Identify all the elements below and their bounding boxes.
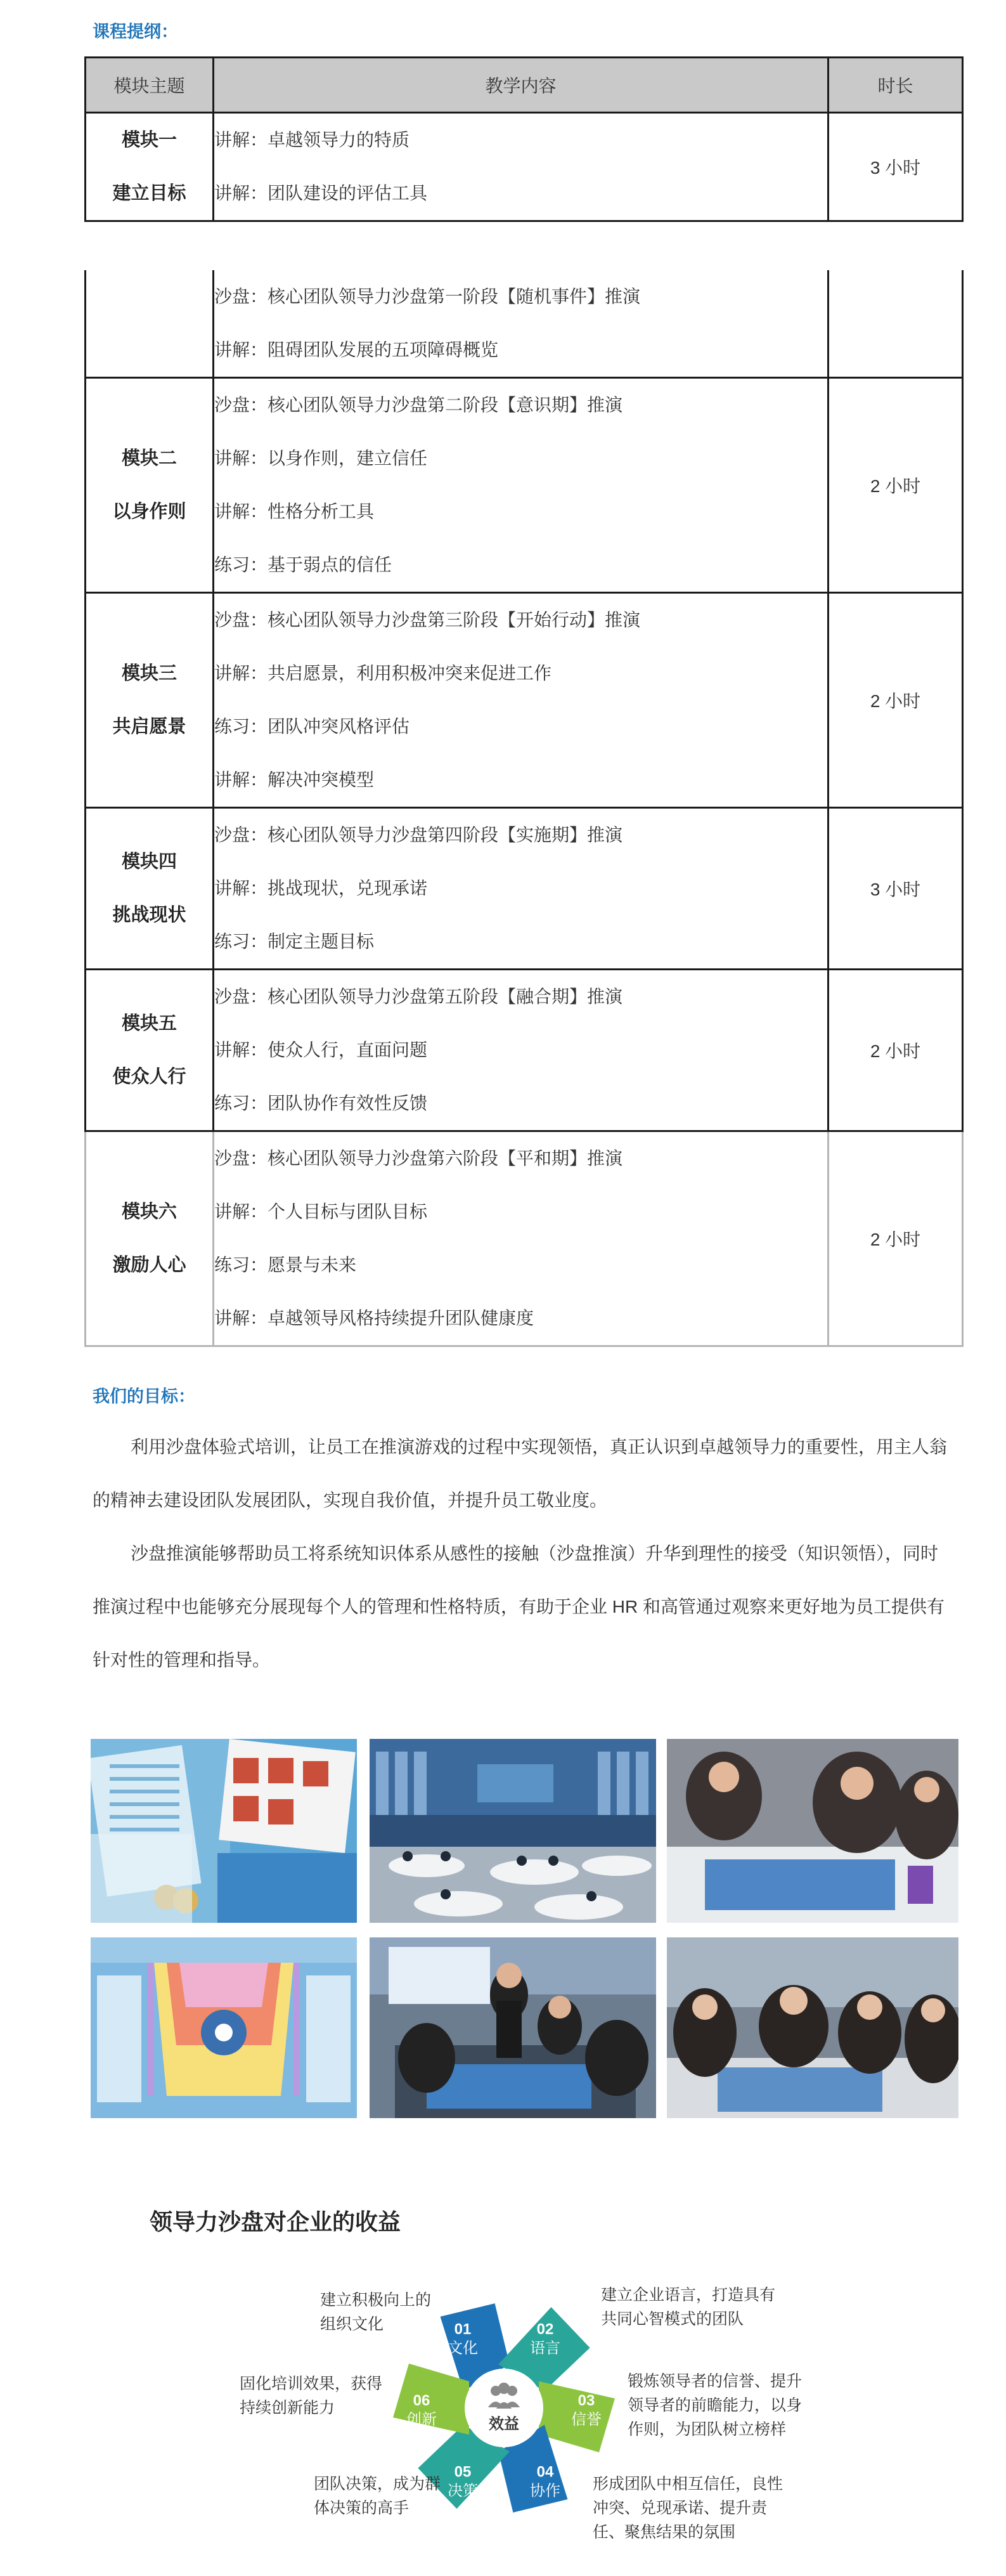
outline-title: 课程提纲： [93,22,178,41]
petal-number: 04 [536,2463,554,2481]
petal-label: 决策 [448,2483,478,2500]
content-line: 讲解：阻碍团队发展的五项障碍概览 [214,340,499,360]
content-cell [214,113,829,221]
module-cell [86,378,214,593]
module-cell [86,113,214,221]
petal-number: 05 [454,2463,472,2481]
content-cell [214,593,829,808]
content-line: 沙盘：核心团队领导力沙盘第四阶段【实施期】推演 [214,825,623,845]
duration-cell: 2 小时 [829,1131,963,1346]
header-duration: 时长 [829,58,963,113]
content-cell [214,378,829,593]
note-credibility: 锻炼领导者的信誉、提升领导者的前瞻能力，以身作则，为团队树立榜样 [628,2372,803,2438]
petal-label: 创新 [406,2412,437,2428]
goals-paragraph-1: 利用沙盘体验式培训，让员工在推演游戏的过程中实现领悟，真正认识到卓越领导力的重要性，用主人翁的精神去建设团队发展团队，实现自我价值，并提升员工敬业度。 [93,1437,948,1510]
conference-hall-photo [370,1739,656,1923]
module-subtitle: 建立目标 [112,183,186,204]
outline-table [84,56,964,222]
petal-number: 06 [413,2392,430,2409]
content-line: 练习：制定主题目标 [214,932,375,951]
content-line: 练习：团队冲突风格评估 [214,717,410,736]
note-innovation: 固化培训效果，获得持续创新能力 [240,2375,383,2417]
content-line: 练习：愿景与未来 [214,1255,357,1275]
note-collaboration: 形成团队中相互信任，良性冲突、兑现承诺、提升责任、聚焦结果的氛围 [593,2475,784,2541]
note-culture: 建立积极向上的组织文化 [320,2291,432,2333]
trainer-workshop-photo [370,1937,656,2118]
content-line: 沙盘：核心团队领导力沙盘第五阶段【融合期】推演 [214,987,623,1006]
module-subtitle: 挑战现状 [112,905,186,925]
petal-number: 01 [454,2320,472,2338]
goals-paragraph-2: 沙盘推演能够帮助员工将系统知识体系从感性的接触（沙盘推演）升华到理性的接受（知识领悟），同时推演过程中也能够充分展现每个人的管理和性格特质，有助于企业 HR 和高管通过观察来更好地为员工提供有针对性的管理和指导。 [93,1544,945,1670]
sandbox-cards-photo [91,1739,357,1923]
module-name: 模块三 [121,663,177,684]
content-line: 讲解：共启愿景，利用积极冲突来促进工作 [214,663,552,683]
content-line: 讲解：挑战现状，兑现承诺 [214,878,428,898]
table-row [86,808,963,970]
petal-number: 02 [536,2320,554,2338]
duration-cell: 2 小时 [829,970,963,1131]
sandbox-board-diagram-photo [91,1937,357,2118]
content-line: 讲解：解决冲突模型 [214,770,375,790]
module-cell [86,270,214,378]
note-decision: 团队决策，成为群体决策的高手 [314,2475,441,2517]
content-line: 讲解：使众人行，直面问题 [214,1040,428,1060]
duration-cell: 2 小时 [829,378,963,593]
module-name: 模块六 [121,1202,177,1222]
module-subtitle: 共启愿景 [112,717,186,737]
petal-label: 协作 [530,2483,560,2500]
duration-cell: 3 小时 [829,808,963,970]
module-cell [86,593,214,808]
module-cell [86,1131,214,1346]
content-line: 讲解：以身作则，建立信任 [214,448,428,468]
content-line: 练习：团队协作有效性反馈 [214,1093,428,1113]
note-language: 建立企业语言，打造具有共同心智模式的团队 [601,2286,776,2328]
group-activity-photo [667,1937,958,2118]
module-name: 模块二 [121,448,177,469]
benefits-center-label: 效益 [489,2416,519,2433]
content-line: 讲解：团队建设的评估工具 [214,183,428,203]
module-cell [86,970,214,1131]
content-line: 讲解：个人目标与团队目标 [214,1202,428,1221]
content-line: 讲解：卓越领导风格持续提升团队健康度 [214,1308,534,1328]
table-header-row [86,58,963,113]
module-subtitle: 以身作则 [112,502,186,522]
content-line: 沙盘：核心团队领导力沙盘第二阶段【意识期】推演 [214,395,623,415]
petal-label: 文化 [448,2340,478,2357]
content-line: 讲解：卓越领导力的特质 [214,130,410,150]
duration-cell: 3 小时 [829,113,963,221]
petal-label: 语言 [530,2340,560,2357]
content-line: 讲解：性格分析工具 [214,502,375,521]
content-cell [214,270,829,378]
table-row [86,593,963,808]
table-row [86,378,963,593]
module-name: 模块五 [121,1013,177,1034]
goals-title: 我们的目标： [93,1387,195,1406]
module-subtitle: 激励人心 [112,1255,186,1275]
table-row [86,270,963,378]
duration-cell: 2 小时 [829,593,963,808]
header-content: 教学内容 [214,58,829,113]
content-cell [214,1131,829,1346]
petal-label: 信誉 [571,2412,602,2428]
team-discussion-photo [667,1739,958,1923]
header-module: 模块主题 [86,58,214,113]
petal-06 [393,2364,469,2435]
module-cell [86,808,214,970]
content-line: 沙盘：核心团队领导力沙盘第一阶段【随机事件】推演 [214,287,641,306]
content-cell [214,808,829,970]
table-row [86,113,963,221]
petal-number: 03 [577,2392,595,2409]
module-subtitle: 使众人行 [112,1067,186,1087]
content-line: 沙盘：核心团队领导力沙盘第六阶段【平和期】推演 [214,1148,623,1168]
benefits-title: 领导力沙盘对企业的收益 [150,2209,401,2235]
outline-table-continued [84,270,964,1347]
table-row [86,970,963,1131]
content-line: 沙盘：核心团队领导力沙盘第三阶段【开始行动】推演 [214,610,641,630]
module-name: 模块四 [121,852,177,872]
module-name: 模块一 [121,130,177,150]
content-line: 练习：基于弱点的信任 [214,555,392,575]
table-row [86,1131,963,1346]
content-cell [214,970,829,1131]
petal-03 [539,2381,615,2452]
duration-cell [829,270,963,378]
